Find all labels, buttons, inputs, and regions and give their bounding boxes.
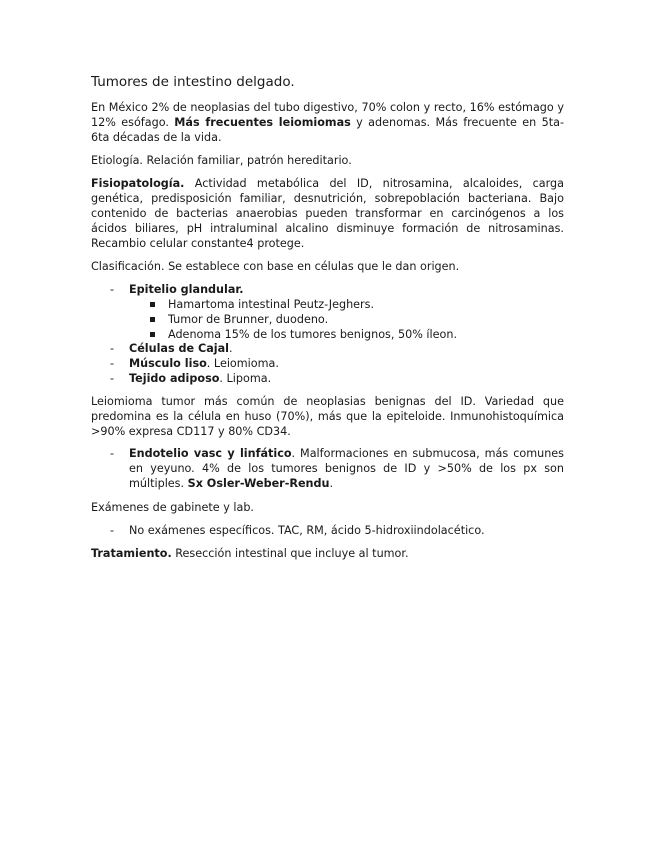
list-bullet: -	[110, 524, 115, 537]
sublist-item: Hamartoma intestinal Peutz-Jeghers.	[168, 298, 375, 311]
list-bullet: -	[110, 357, 115, 370]
square-bullet-icon	[150, 302, 155, 307]
list-bullet: -	[110, 283, 115, 296]
paragraph-treatment: Tratamiento. Resección intestinal que incluye al tumor.	[91, 547, 409, 560]
bold-text: Fisiopatología.	[91, 177, 185, 190]
list-item-examenes: No exámenes específicos. TAC, RM, ácido 5-hidroxiindolacético.	[129, 524, 485, 537]
list-item-tejido: Tejido adiposo. Lipoma.	[129, 372, 272, 385]
document-title: Tumores de intestino delgado.	[91, 74, 295, 90]
list-item-endotelio: Endotelio vasc y linfático. Malformaciones en submucosa, más comunes en yeyuno. 4% de los tumores benignos de ID y >50% de los px son múltiples. Sx Osler-Weber-Rendu.	[129, 447, 564, 490]
sublist-item: Adenoma 15% de los tumores benignos, 50% íleon.	[168, 328, 458, 341]
bold-text: Más frecuentes leiomiomas	[174, 116, 351, 129]
list-item-epitelio: Epitelio glandular.	[129, 283, 244, 296]
list-bullet: -	[110, 372, 115, 385]
paragraph-classification: Clasificación. Se establece con base en células que le dan origen.	[91, 260, 460, 273]
sublist-item: Tumor de Brunner, duodeno.	[168, 313, 329, 326]
paragraph-physiopathology: Fisiopatología. Actividad metabólica del ID, nitrosamina, alcaloides, carga genética, predisposición familiar, desnutrición, sobrepoblación bacteriana. Bajo contenido de bacterias anaerobias pueden transformar en carcinógenos a los ácidos biliares, pH intraluminal alcalino disminuye formación de nitrosaminas. Recambio celular constante4 protege.	[91, 177, 564, 250]
paragraph-exams-heading: Exámenes de gabinete y lab.	[91, 501, 254, 514]
paragraph-leiomioma: Leiomioma tumor más común de neoplasias benignas del ID. Variedad que predomina es la célula en huso (70%), más que la epiteloide. Inmunohistoquímica >90% expresa CD117 y 80% CD34.	[91, 395, 564, 438]
paragraph-epidemiology: En México 2% de neoplasias del tubo digestivo, 70% colon y recto, 16% estómago y 12% esófago. Más frecuentes leiomiomas y adenomas. Más frecuente en 5ta-6ta décadas de la vida.	[91, 101, 564, 144]
list-item-cajal: Células de Cajal.	[129, 342, 233, 355]
list-bullet: -	[110, 447, 115, 460]
list-bullet: -	[110, 342, 115, 355]
square-bullet-icon	[150, 332, 155, 337]
square-bullet-icon	[150, 317, 155, 322]
paragraph-etiology: Etiología. Relación familiar, patrón hereditario.	[91, 154, 352, 167]
list-item-musculo: Músculo liso. Leiomioma.	[129, 357, 279, 370]
